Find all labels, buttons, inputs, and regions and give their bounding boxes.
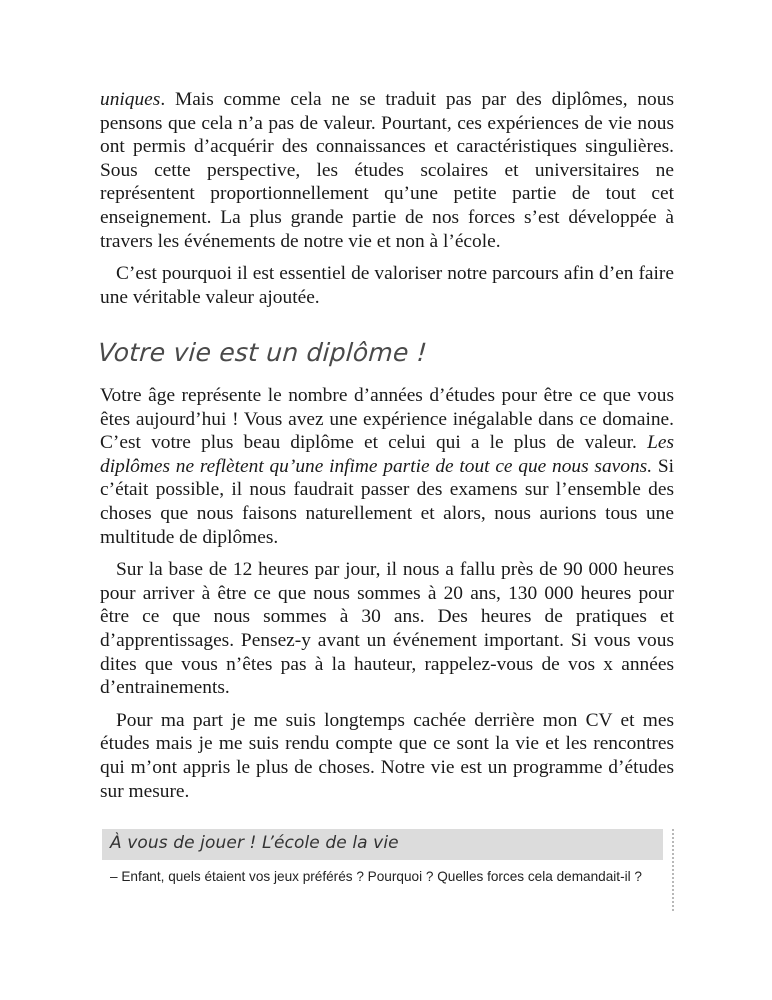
- exercise-question: – Enfant, quels étaient vos jeux préférés ? Pourquoi ? Quelles forces cela demandait-il ?: [110, 869, 642, 884]
- paragraph-uniques: [100, 88, 674, 253]
- text-section-top: [100, 88, 674, 309]
- paragraph-valoriser: C’est pourquoi il est essentiel de valoriser notre parcours afin d’en faire une véritable valeur ajoutée.: [100, 263, 674, 308]
- section-heading: Votre vie est un diplôme !: [96, 338, 429, 367]
- exercise-header-box: [102, 829, 663, 860]
- paragraph-ma-part: Pour ma part je me suis longtemps cachée derrière mon CV et mes études mais je me suis rendu compte que ce sont la vie et les rencontres qui m’ont appris le plus de choses. Notre vie est un programme d’études sur mesure.: [100, 709, 674, 802]
- exercise-dotted-rule: [672, 829, 674, 911]
- paragraph-age-part1: Votre âge représente le nombre d’années d’études pour être ce que vous êtes aujourd’hui ! Vous avez une expérience inégalable dans ce domaine. C’est votre plus beau diplôme et celui qui a le plus de valeur.: [100, 385, 674, 454]
- paragraph-uniques-text: . Mais comme cela ne se traduit pas par des diplômes, nous pensons que cela n’a pas de valeur. Pourtant, ces expériences de vie nous ont permis d’acquérir des connaissances et caractéristiques singulières. Sous cette perspective, les études scolaires et universitaires ne représentent proportionnellement qu’une petite partie de tout cet enseignement. La plus grande partie de nos forces s’est développée à travers les événements de notre vie et non à l’école.: [100, 89, 674, 252]
- paragraph-age: [100, 384, 674, 549]
- text-section-bottom: [100, 384, 674, 803]
- exercise-title: À vous de jouer ! L’école de la vie: [110, 833, 399, 853]
- paragraph-age-part2: Si c’était possible, il nous faudrait passer des examens sur l’ensemble des choses que nous faisons naturellement et alors, nous aurions tous une multitude de diplômes.: [100, 455, 674, 548]
- italic-lead-uniques: uniques: [100, 89, 161, 110]
- paragraph-heures: Sur la base de 12 heures par jour, il nous a fallu près de 90 000 heures pour arriver à être ce que nous sommes à 20 ans, 130 000 heures pour être ce que nous sommes à 30 ans. Des heures de pratiques et d’apprentissages. Pensez-y avant un événement important. Si vous vous dites que vous n’êtes pas à la hauteur, rappelez-vous de vos x années d’entrainements.: [100, 559, 674, 699]
- paragraph-age-italic: Les diplômes ne reflètent qu’une infime partie de tout ce que nous savons.: [100, 432, 674, 477]
